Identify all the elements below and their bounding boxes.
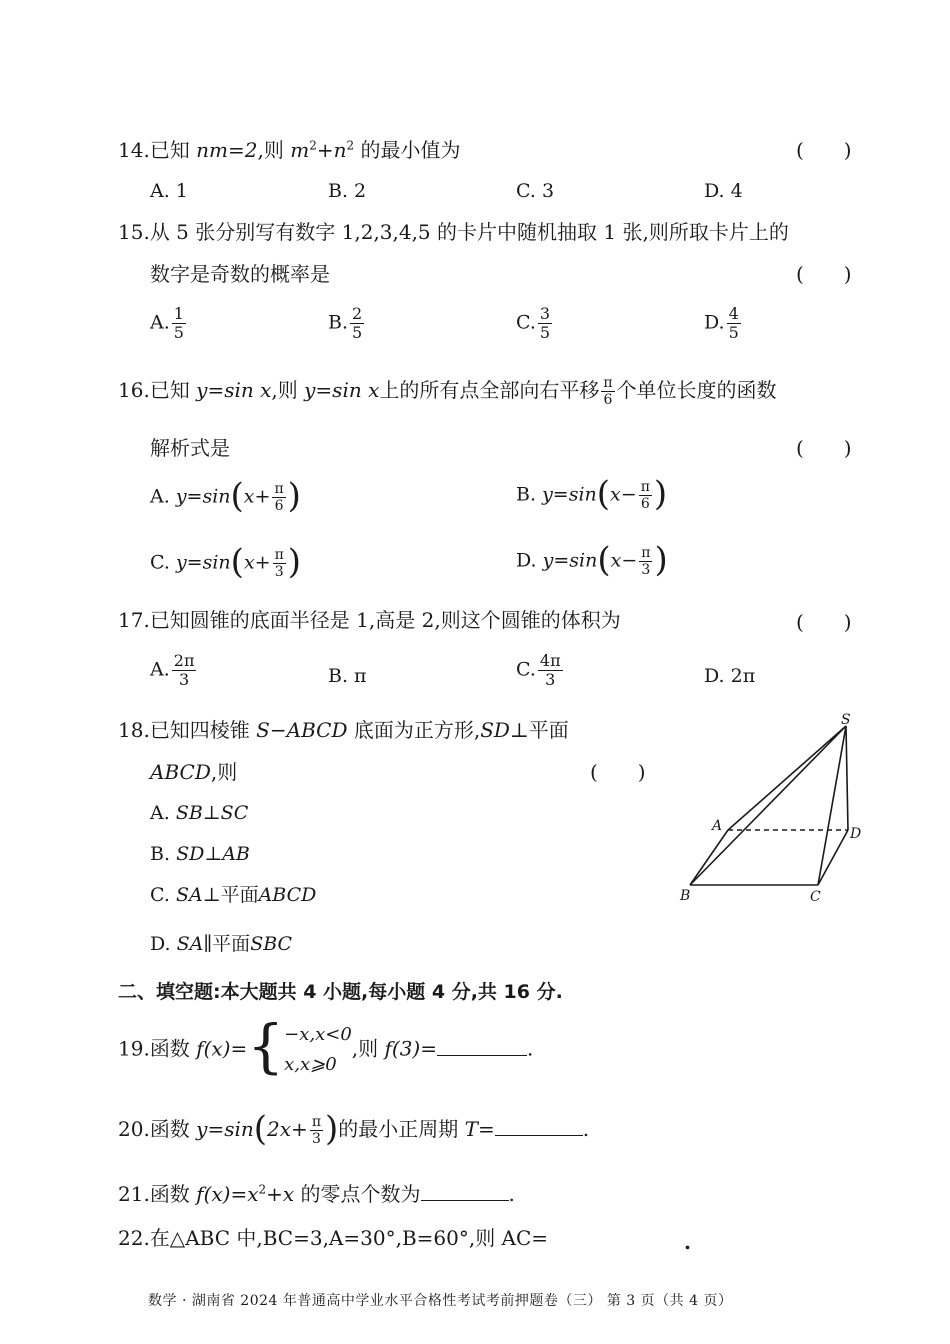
q16-option-d: D. y=sin(x− $\frac{\pi}{3}$ ) [516,539,668,580]
question-number: 14. [118,138,150,162]
q16-option-a: A. y=sin(x+ $\frac{\pi}{6}$ ) [150,475,301,516]
q17-option-c: C. $\frac{4\pi}{3}$ [516,651,561,689]
answer-parentheses: ( ) [796,610,852,634]
answer-blank[interactable] [421,1180,509,1201]
vertex-label-b: B [680,888,691,904]
question-16-stem: 16.已知 y=sin x,则 y=sin x上的所有点全部向右平移 $\frac{\pi}{6}$ 个单位长度的函数 [118,375,777,408]
question-20-stem: 20.函数 y=sin(2x+ $\frac{\pi}{3}$ )的最小正周期 T= . [118,1108,590,1149]
q15-option-c: C. $\frac{3}{5}$ [516,304,551,342]
answer-parentheses: ( ) [590,760,646,784]
question-18-stem: 18.已知四棱锥 S−ABCD 底面为正方形,SD⊥平面 [118,718,569,742]
q18-option-c: C. SA⊥平面ABCD [150,884,317,906]
vertex-label-s: S [841,712,851,728]
q18-option-d: D. SA∥平面SBC [150,933,293,955]
q14-option-b: B. 2 [328,180,367,202]
question-22-end: . [684,1230,691,1254]
q15-option-b: B. $\frac{2}{5}$ [328,304,363,342]
question-21-stem: 21.函数 $f(x)=x^2+x$ 的零点个数为 . [118,1182,515,1206]
q15-option-d: D. $\frac{4}{5}$ [704,304,739,342]
question-19-stem: 19.函数 f(x)={ −x,x<0 x,x⩾0 ,则 f(3)= . [118,1012,534,1080]
page-footer: 数学 · 湖南省 2024 年普通高中学业水平合格性考试考前押题卷（三） 第 3 页（共 4 页） [148,1293,733,1309]
q14-option-a: A. 1 [150,180,188,202]
question-18-stem-line2: ABCD,则 [150,760,238,784]
q18-option-a: A. SB⊥SC [150,802,249,824]
q14-option-c: C. 3 [516,180,555,202]
edge-sa [728,726,846,830]
vertex-label-c: C [810,889,821,905]
answer-parentheses: ( ) [796,262,852,286]
q16-option-b: B. y=sin(x− $\frac{\pi}{6}$ ) [516,473,668,514]
q16-option-c: C. y=sin(x+ $\frac{\pi}{3}$ ) [150,541,302,582]
question-16-stem-line2: 解析式是 [150,436,230,460]
vertex-label-d: D [850,826,862,842]
question-15-stem-line2: 数字是奇数的概率是 [150,262,330,286]
answer-blank[interactable] [495,1115,583,1136]
q17-option-a: A. $\frac{2\pi}{3}$ [150,651,195,689]
vertex-label-a: A [712,818,723,834]
section-heading: 二、填空题:本大题共 4 小题,每小题 4 分,共 16 分. [118,981,563,1003]
q17-option-b: B. π [328,665,367,687]
question-17-stem: 17.已知圆锥的底面半径是 1,高是 2,则这个圆锥的体积为 [118,608,621,632]
q15-option-a: A. $\frac{1}{5}$ [150,304,184,342]
question-22-stem: 22.在△ABC 中,BC=3,A=30°,B=60°,则 AC= [118,1226,549,1250]
question-15-stem: 15.从 5 张分别写有数字 1,2,3,4,5 的卡片中随机抽取 1 张,则所取卡片上的 [118,220,789,244]
q14-option-d: D. 4 [704,180,743,202]
answer-parentheses: ( ) [796,436,852,460]
answer-parentheses: ( ) [796,138,852,162]
question-14-stem: 14.已知 nm=2,则 $m^2+n^2$ 的最小值为 [118,138,461,162]
edge-ba [690,830,728,885]
pyramid-figure [670,712,870,908]
q18-option-b: B. SD⊥AB [150,843,250,865]
edge-sd [846,726,848,830]
q17-option-d: D. 2π [704,665,756,687]
answer-blank[interactable] [437,1035,527,1056]
